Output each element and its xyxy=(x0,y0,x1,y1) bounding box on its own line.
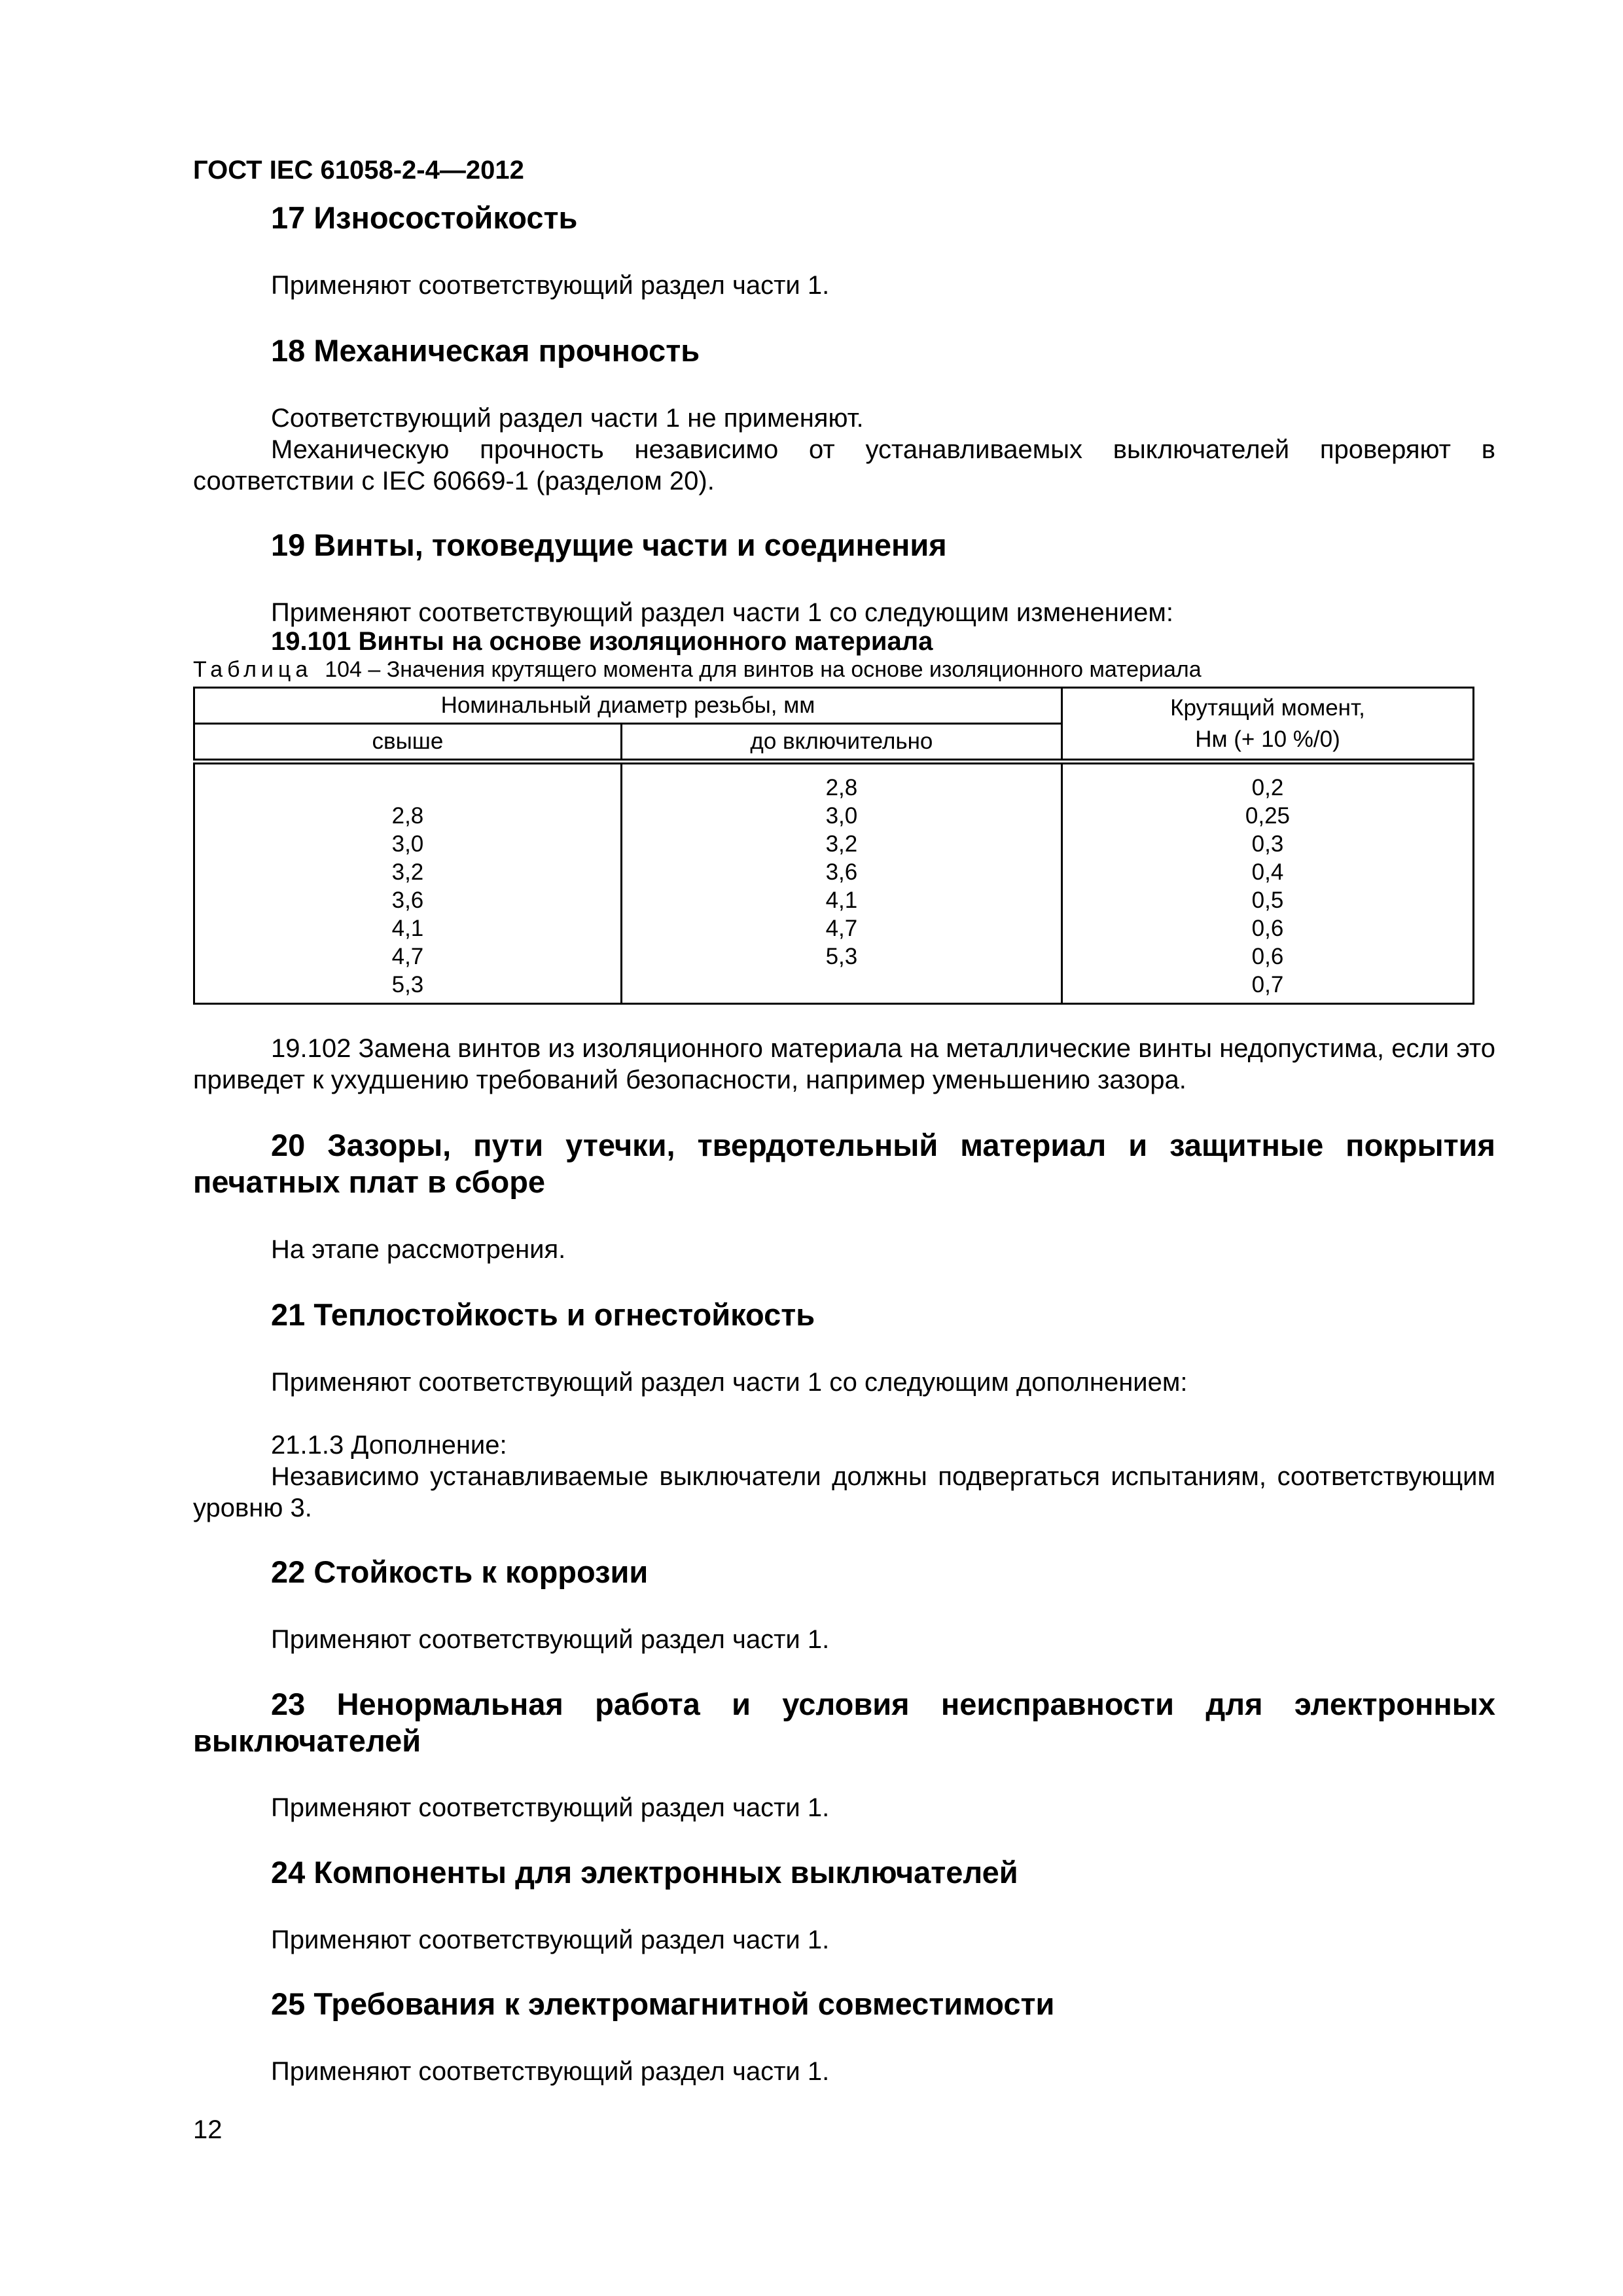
table-cell-upto xyxy=(622,971,1061,999)
table-cell-torque: 0,6 xyxy=(1251,944,1284,969)
table-cell-upto: 4,1 xyxy=(825,888,858,913)
section-25-title: 25 Требования к электромагнитной совместимости xyxy=(271,1986,1055,2021)
table-cell-torque: 0,3 xyxy=(1251,831,1284,857)
table-cell-upto: 3,2 xyxy=(825,831,858,857)
table-cell-upto: 3,0 xyxy=(825,803,858,829)
section-21-1-3-text: Независимо устанавливаемые выключатели должны подвергаться испытаниям, соответствующим уровню 3. xyxy=(193,1462,1495,1522)
header-torque-line-1: Крутящий момент, xyxy=(1170,694,1365,721)
table-cell-torque: 0,5 xyxy=(1251,888,1284,913)
section-19-101-title: 19.101 Винты на основе изоляционного материала xyxy=(271,627,933,656)
table-cell-upto: 2,8 xyxy=(825,775,858,800)
section-20-title: 20 Зазоры, пути утечки, твердотельный материал и защитные покрытия печатных плат в сборе xyxy=(193,1128,1495,1199)
section-17-title: 17 Износостойкость xyxy=(271,200,578,235)
header-above: свыше xyxy=(194,724,622,762)
section-21-1-3-label: 21.1.3 Дополнение: xyxy=(271,1431,507,1460)
table-cell-above: 3,2 xyxy=(391,859,424,885)
header-torque xyxy=(1061,688,1473,762)
section-22-text: Применяют соответствующий раздел части 1. xyxy=(271,1625,830,1654)
table-cell-upto: 4,7 xyxy=(825,916,858,941)
table-caption-text: 104 – Значения крутящего момента для винтов на основе изоляционного материала xyxy=(325,657,1202,682)
table-label: Таблица xyxy=(193,657,313,682)
section-20-text: На этапе рассмотрения. xyxy=(271,1235,566,1264)
header-torque-line-2: Нм (+ 10 %/0) xyxy=(1195,726,1340,752)
table-cell-above: 5,3 xyxy=(391,972,424,997)
section-25-text: Применяют соответствующий раздел части 1. xyxy=(271,2057,830,2086)
section-24-text: Применяют соответствующий раздел части 1. xyxy=(271,1926,830,1954)
section-18-title: 18 Механическая прочность xyxy=(271,333,700,368)
table-cell-upto: 5,3 xyxy=(825,944,858,969)
document-code: ГОСТ IEC 61058-2-4—2012 xyxy=(193,156,524,185)
section-23-title: 23 Ненормальная работа и условия неисправности для электронных выключателей xyxy=(193,1687,1495,1758)
section-18-text-2: Механическую прочность независимо от устанавливаемых выключателей проверяют в соответствии с IEC 60669-1 (разделом 20). xyxy=(193,435,1495,495)
section-19-text: Применяют соответствующий раздел части 1 со следующим изменением: xyxy=(271,598,1173,627)
table-cell-above: 3,0 xyxy=(391,831,424,857)
table-cell-torque: 0,4 xyxy=(1251,859,1284,885)
header-nominal-diameter: Номинальный диаметр резьбы, мм xyxy=(194,688,1062,724)
column-torque-values xyxy=(1061,762,1473,1004)
section-19-102-text: 19.102 Замена винтов из изоляционного материала на металлические винты недопустима, если это приведет к ухудшению требований безопасности, например уменьшению зазора. xyxy=(193,1034,1495,1094)
table-cell-above: 4,1 xyxy=(391,916,424,941)
section-22-title: 22 Стойкость к коррозии xyxy=(271,1554,649,1589)
table-cell-above: 3,6 xyxy=(391,888,424,913)
torque-table xyxy=(193,687,1474,1005)
header-upto: до включительно xyxy=(621,724,1061,762)
table-cell-torque: 0,6 xyxy=(1251,916,1284,941)
section-21-title: 21 Теплостойкость и огнестойкость xyxy=(271,1297,815,1332)
section-23-text: Применяют соответствующий раздел части 1. xyxy=(271,1793,830,1822)
table-cell-torque: 0,25 xyxy=(1245,803,1291,829)
table-cell-torque: 0,2 xyxy=(1251,775,1284,800)
section-18-text-1: Соответствующий раздел части 1 не применяют. xyxy=(271,404,864,433)
table-cell-above: 2,8 xyxy=(391,803,424,829)
section-19-title: 19 Винты, токоведущие части и соединения xyxy=(271,528,947,562)
table-cell-torque: 0,7 xyxy=(1251,972,1284,997)
section-21-text: Применяют соответствующий раздел части 1 со следующим дополнением: xyxy=(271,1368,1188,1397)
section-24-title: 24 Компоненты для электронных выключателей xyxy=(271,1855,1018,1890)
table-cell-upto: 3,6 xyxy=(825,859,858,885)
page-number: 12 xyxy=(193,2115,223,2144)
table-cell-above: 4,7 xyxy=(391,944,424,969)
table-cell-above xyxy=(195,774,620,802)
column-above-values xyxy=(194,762,622,1004)
section-17-text: Применяют соответствующий раздел части 1. xyxy=(271,271,830,300)
table-104-caption xyxy=(193,657,1202,683)
column-upto-values xyxy=(621,762,1061,1004)
